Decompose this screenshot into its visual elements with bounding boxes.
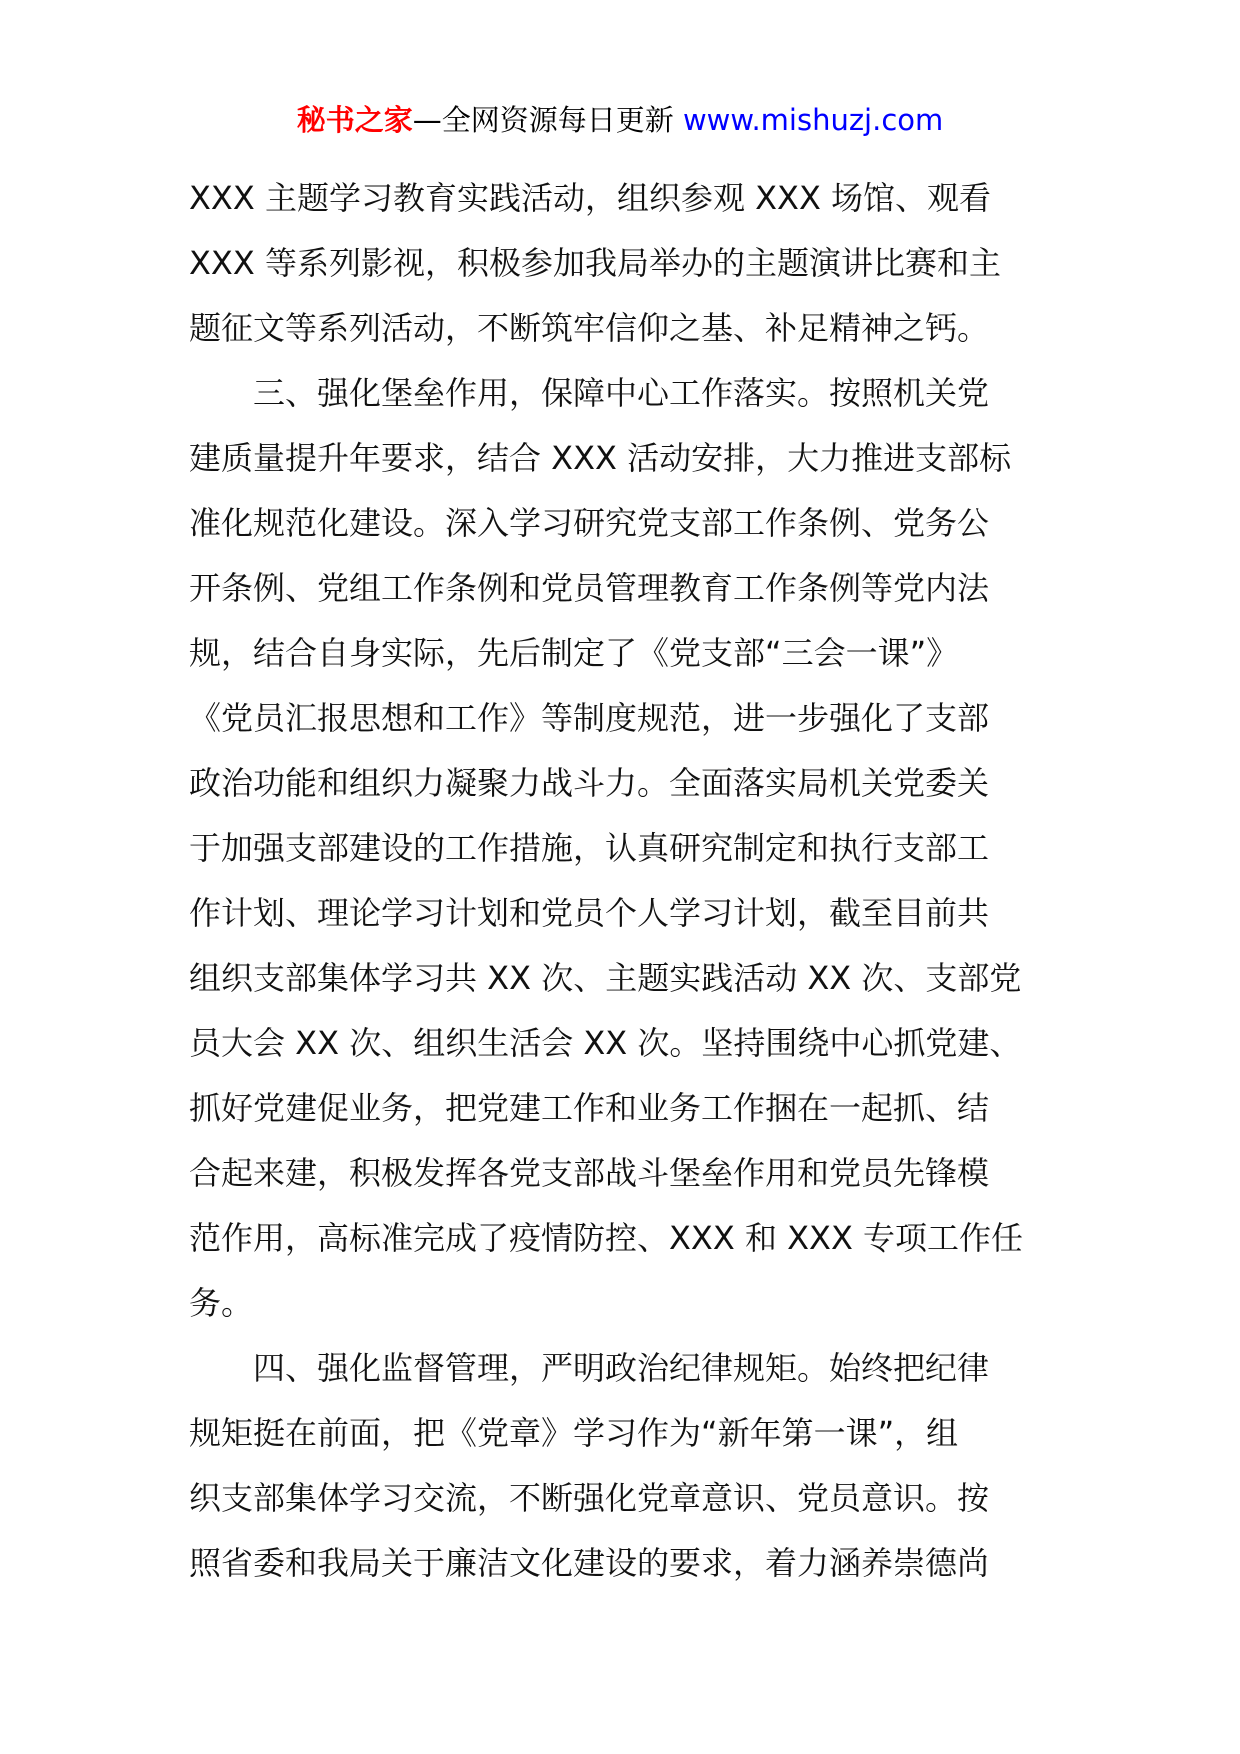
brand-name: 秘书之家 (296, 103, 413, 137)
text-line: 作计划、理论学习计划和党员个人学习计划，截至目前共 (189, 894, 990, 932)
text-line: 四、强化监督管理，严明政治纪律规矩。始终把纪律 (253, 1349, 990, 1387)
header-tagline: —全网资源每日更新 (412, 103, 683, 137)
page-header (0, 100, 1240, 140)
text-line: XXX 等系列影视，积极参加我局举办的主题演讲比赛和主 (189, 244, 1001, 282)
text-line: 政治功能和组织力凝聚力战斗力。全面落实局机关党委关 (189, 764, 990, 802)
text-line: 织支部集体学习交流，不断强化党章意识、党员意识。按 (189, 1479, 990, 1517)
text-line: XXX 主题学习教育实践活动，组织参观 XXX 场馆、观看 (189, 179, 992, 217)
text-line: 开条例、党组工作条例和党员管理教育工作条例等党内法 (189, 569, 990, 607)
text-line: 合起来建，积极发挥各党支部战斗堡垒作用和党员先锋模 (189, 1154, 990, 1192)
text-line: 建质量提升年要求，结合 XXX 活动安排，大力推进支部标 (189, 439, 1012, 477)
text-line: 规，结合自身实际，先后制定了《党支部“三会一课”》 (189, 634, 959, 672)
text-line: 务。 (189, 1284, 254, 1322)
text-line: 准化规范化建设。深入学习研究党支部工作条例、党务公 (189, 504, 990, 542)
text-line: 题征文等系列活动，不断筑牢信仰之基、补足精神之钙。 (189, 309, 990, 347)
text-line: 《党员汇报思想和工作》等制度规范，进一步强化了支部 (189, 699, 990, 737)
text-line: 组织支部集体学习共 XX 次、主题实践活动 XX 次、支部党 (189, 959, 1022, 997)
text-line: 照省委和我局关于廉洁文化建设的要求，着力涵养崇德尚 (189, 1544, 990, 1582)
website-link[interactable]: www.mishuzj.com (682, 103, 944, 137)
text-line: 员大会 XX 次、组织生活会 XX 次。坚持围绕中心抓党建、 (189, 1024, 1022, 1062)
text-line: 于加强支部建设的工作措施，认真研究制定和执行支部工 (189, 829, 990, 867)
document-body (189, 166, 1051, 1596)
text-line: 范作用，高标准完成了疫情防控、XXX 和 XXX 专项工作任 (189, 1219, 1024, 1257)
text-line: 抓好党建促业务，把党建工作和业务工作捆在一起抓、结 (189, 1089, 990, 1127)
text-line: 规矩挺在前面，把《党章》学习作为“新年第一课”，组 (189, 1414, 959, 1452)
text-line: 三、强化堡垒作用，保障中心工作落实。按照机关党 (253, 374, 990, 412)
